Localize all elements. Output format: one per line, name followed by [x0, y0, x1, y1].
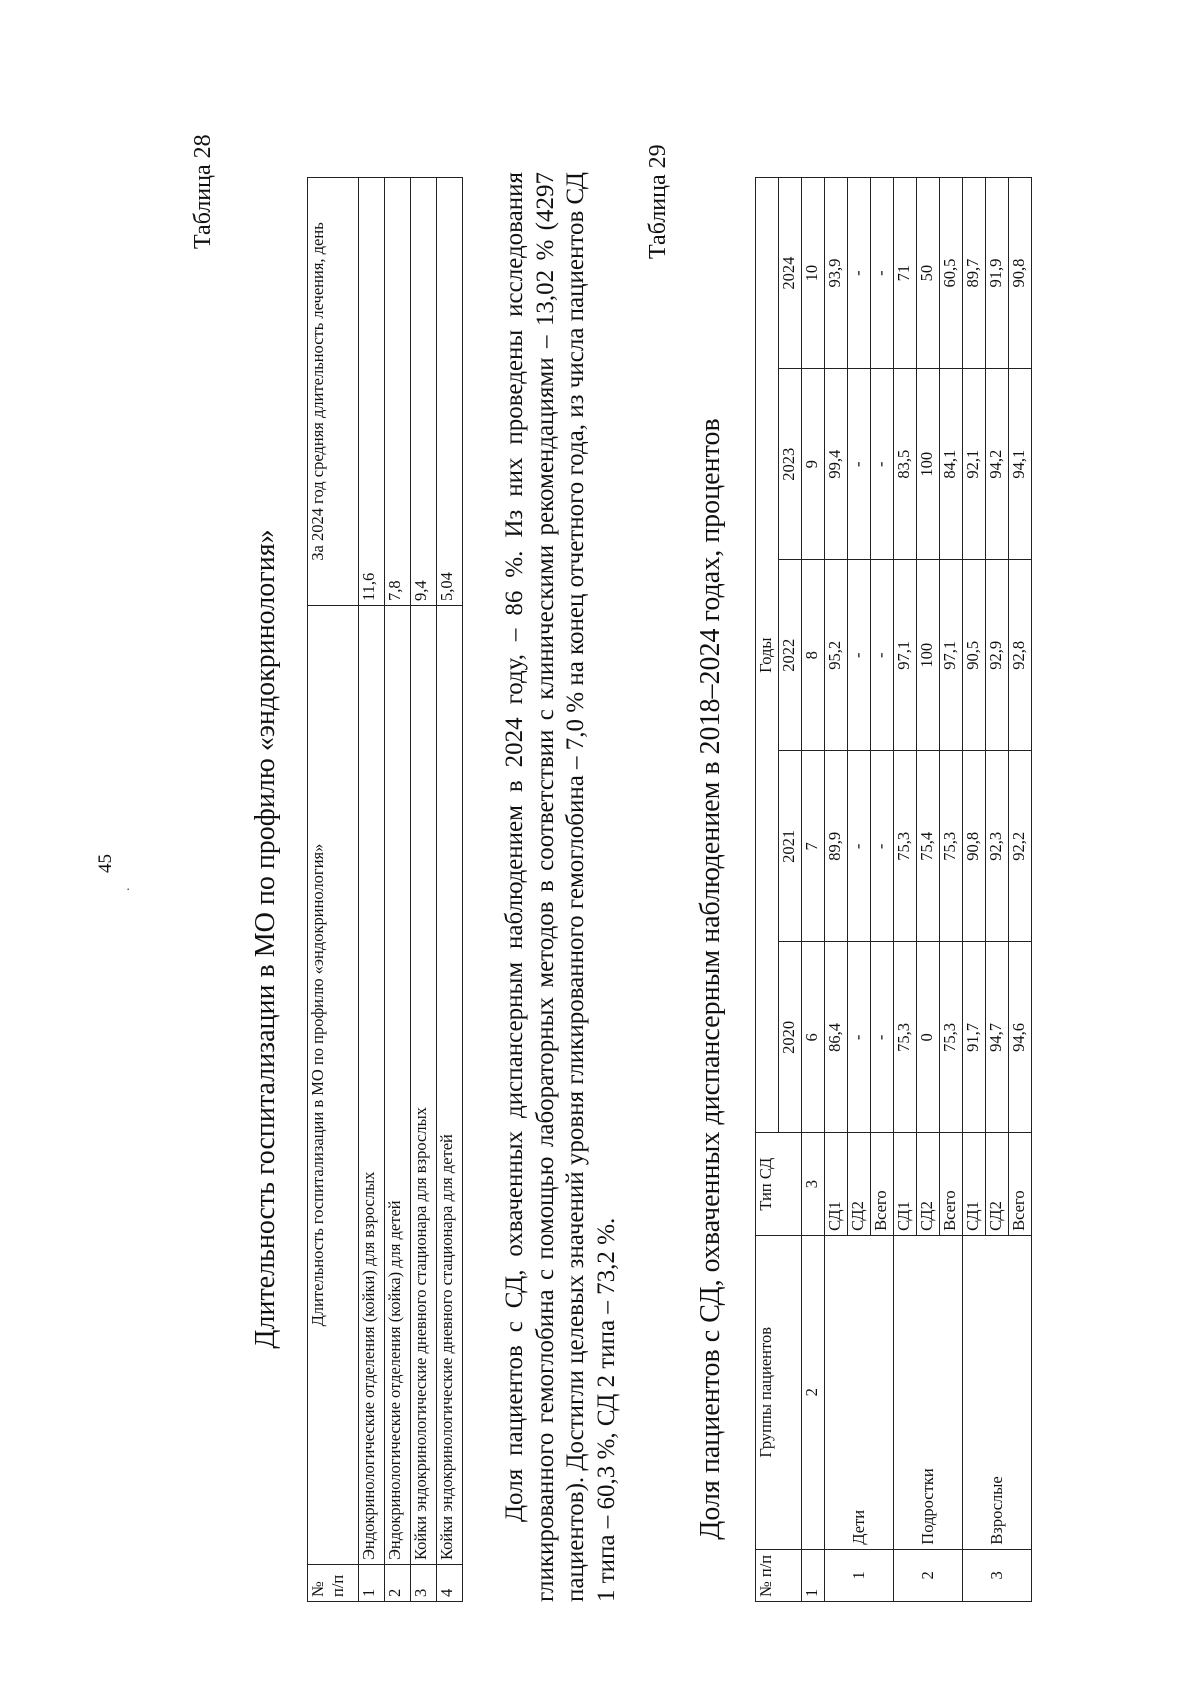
- column-number: 9: [802, 369, 825, 560]
- header-value: За 2024 год средняя длительность лечения, день: [308, 178, 359, 606]
- value-cell: 100: [917, 369, 940, 560]
- value-cell: 86,4: [825, 942, 848, 1133]
- table-row: [411, 178, 437, 1602]
- value-cell: 90,8: [1009, 178, 1032, 369]
- value-cell: 75,3: [894, 942, 917, 1133]
- value-cell: 89,7: [963, 178, 986, 369]
- value-cell: 92,8: [1009, 560, 1032, 751]
- value-cell: 89,9: [825, 751, 848, 942]
- value-cell: -: [871, 560, 894, 751]
- column-number: 1: [802, 1549, 825, 1601]
- diabetes-type: СД1: [963, 1133, 986, 1235]
- group-num: 3: [963, 1549, 1032, 1601]
- group-name: Взрослые: [963, 1235, 1032, 1549]
- diabetes-type: СД2: [986, 1133, 1009, 1235]
- stray-dot: .: [118, 887, 133, 891]
- value-cell: 75,3: [940, 751, 963, 942]
- value-cell: 60,5: [940, 178, 963, 369]
- value-cell: 50: [917, 178, 940, 369]
- body-paragraph: [500, 172, 622, 1602]
- row-value: 11,6: [359, 178, 385, 606]
- value-cell: 92,2: [1009, 751, 1032, 942]
- row-name: Эндокринологические отделения (койки) для взрослых: [359, 606, 385, 1565]
- row-value: 7,8: [385, 178, 411, 606]
- value-cell: 90,5: [963, 560, 986, 751]
- value-cell: 92,3: [986, 751, 1009, 942]
- column-number: 10: [802, 178, 825, 369]
- value-cell: 94,2: [986, 369, 1009, 560]
- value-cell: 75,3: [894, 751, 917, 942]
- value-cell: 0: [917, 942, 940, 1133]
- value-cell: 99,4: [825, 369, 848, 560]
- diabetes-type: СД1: [894, 1133, 917, 1235]
- header-type: Тип СД: [756, 1133, 802, 1235]
- table-row: [385, 178, 411, 1602]
- value-cell: -: [871, 751, 894, 942]
- value-cell: 75,4: [917, 751, 940, 942]
- header-year: 2024: [779, 178, 802, 369]
- table-row: [894, 178, 917, 1602]
- value-cell: 100: [917, 560, 940, 751]
- value-cell: -: [871, 178, 894, 369]
- value-cell: 94,1: [1009, 369, 1032, 560]
- diabetes-type: Всего: [1009, 1133, 1032, 1235]
- group-name: Дети: [825, 1235, 894, 1549]
- value-cell: 94,7: [986, 942, 1009, 1133]
- table-row: [963, 178, 986, 1602]
- value-cell: 91,9: [986, 178, 1009, 369]
- value-cell: 75,3: [940, 942, 963, 1133]
- header-year: 2023: [779, 369, 802, 560]
- group-num: 2: [894, 1549, 963, 1601]
- diabetes-type: СД2: [917, 1133, 940, 1235]
- column-number: 7: [802, 751, 825, 942]
- value-cell: 83,5: [894, 369, 917, 560]
- row-num: 2: [385, 1565, 411, 1602]
- value-cell: 95,2: [825, 560, 848, 751]
- row-value: 9,4: [411, 178, 437, 606]
- value-cell: 90,8: [963, 751, 986, 942]
- row-name: Эндокринологические отделения (койка) для детей: [385, 606, 411, 1565]
- header-year: 2021: [779, 751, 802, 942]
- row-name: Койки эндокринологические дневного стационара для взрослых: [411, 606, 437, 1565]
- header-year: 2022: [779, 560, 802, 751]
- value-cell: 92,1: [963, 369, 986, 560]
- page-number: 45: [95, 854, 116, 873]
- value-cell: 71: [894, 178, 917, 369]
- header-num: № п/п: [756, 1549, 802, 1601]
- value-cell: 91,7: [963, 942, 986, 1133]
- table-row: [825, 178, 848, 1602]
- diabetes-type: Всего: [940, 1133, 963, 1235]
- group-name: Подростки: [894, 1235, 963, 1549]
- table-row: [359, 178, 385, 1602]
- table-29-label: Таблица 29: [645, 144, 671, 259]
- value-cell: -: [848, 560, 871, 751]
- paragraph-text: Доля пациентов с СД, охваченных диспансерным наблюдением в 2024 году, – 86 %. Из них проведены исследования гликированного гемоглобина с помощью лабораторных методов в соответствии с клиническими рекомендациями – 13,02 % (4297 пациентов). Достигли целевых значений уровня гликированного гемоглобина – 7,0 % на конец отчетного года, из числа пациентов СД 1 типа – 60,3 %, СД 2 типа – 73,2 %.: [501, 172, 620, 1602]
- hospitalization-table: [307, 177, 463, 1602]
- value-cell: 92,9: [986, 560, 1009, 751]
- value-cell: 84,1: [940, 369, 963, 560]
- value-cell: -: [871, 369, 894, 560]
- table-29-title: Доля пациентов с СД, охваченных диспансерным наблюдением в 2018–2024 годах, процентов: [695, 418, 726, 1540]
- header-group: Группы пациентов: [756, 1235, 802, 1549]
- value-cell: 97,1: [940, 560, 963, 751]
- row-num: 3: [411, 1565, 437, 1602]
- value-cell: 93,9: [825, 178, 848, 369]
- header-year: 2020: [779, 942, 802, 1133]
- value-cell: -: [848, 178, 871, 369]
- diabetes-type: Всего: [871, 1133, 894, 1235]
- column-number: 2: [802, 1235, 825, 1549]
- column-number: 3: [802, 1133, 825, 1235]
- table-header-row: [308, 178, 359, 1602]
- column-number: 8: [802, 560, 825, 751]
- diabetes-type: СД2: [848, 1133, 871, 1235]
- value-cell: -: [871, 942, 894, 1133]
- column-number-row: [802, 178, 825, 1602]
- row-num: 4: [437, 1565, 463, 1602]
- table-28-title: Длительность госпитализации в МО по профилю «эндокринология»: [250, 529, 281, 1349]
- row-num: 1: [359, 1565, 385, 1602]
- row-value: 5,04: [437, 178, 463, 606]
- value-cell: 94,6: [1009, 942, 1032, 1133]
- table-header-row: [756, 178, 779, 1602]
- header-num: № п/п: [308, 1565, 359, 1602]
- table-row: [437, 178, 463, 1602]
- diabetes-type: СД1: [825, 1133, 848, 1235]
- value-cell: -: [848, 751, 871, 942]
- header-name: Длительность госпитализации в МО по профилю «эндокринология»: [308, 606, 359, 1565]
- value-cell: 97,1: [894, 560, 917, 751]
- table-28-label: Таблица 28: [190, 134, 216, 249]
- header-years: Годы: [756, 178, 779, 1133]
- dispensary-coverage-table: [755, 177, 1032, 1602]
- row-name: Койки эндокринологические дневного стационара для детей: [437, 606, 463, 1565]
- column-number: 6: [802, 942, 825, 1133]
- group-num: 1: [825, 1549, 894, 1601]
- value-cell: -: [848, 942, 871, 1133]
- value-cell: -: [848, 369, 871, 560]
